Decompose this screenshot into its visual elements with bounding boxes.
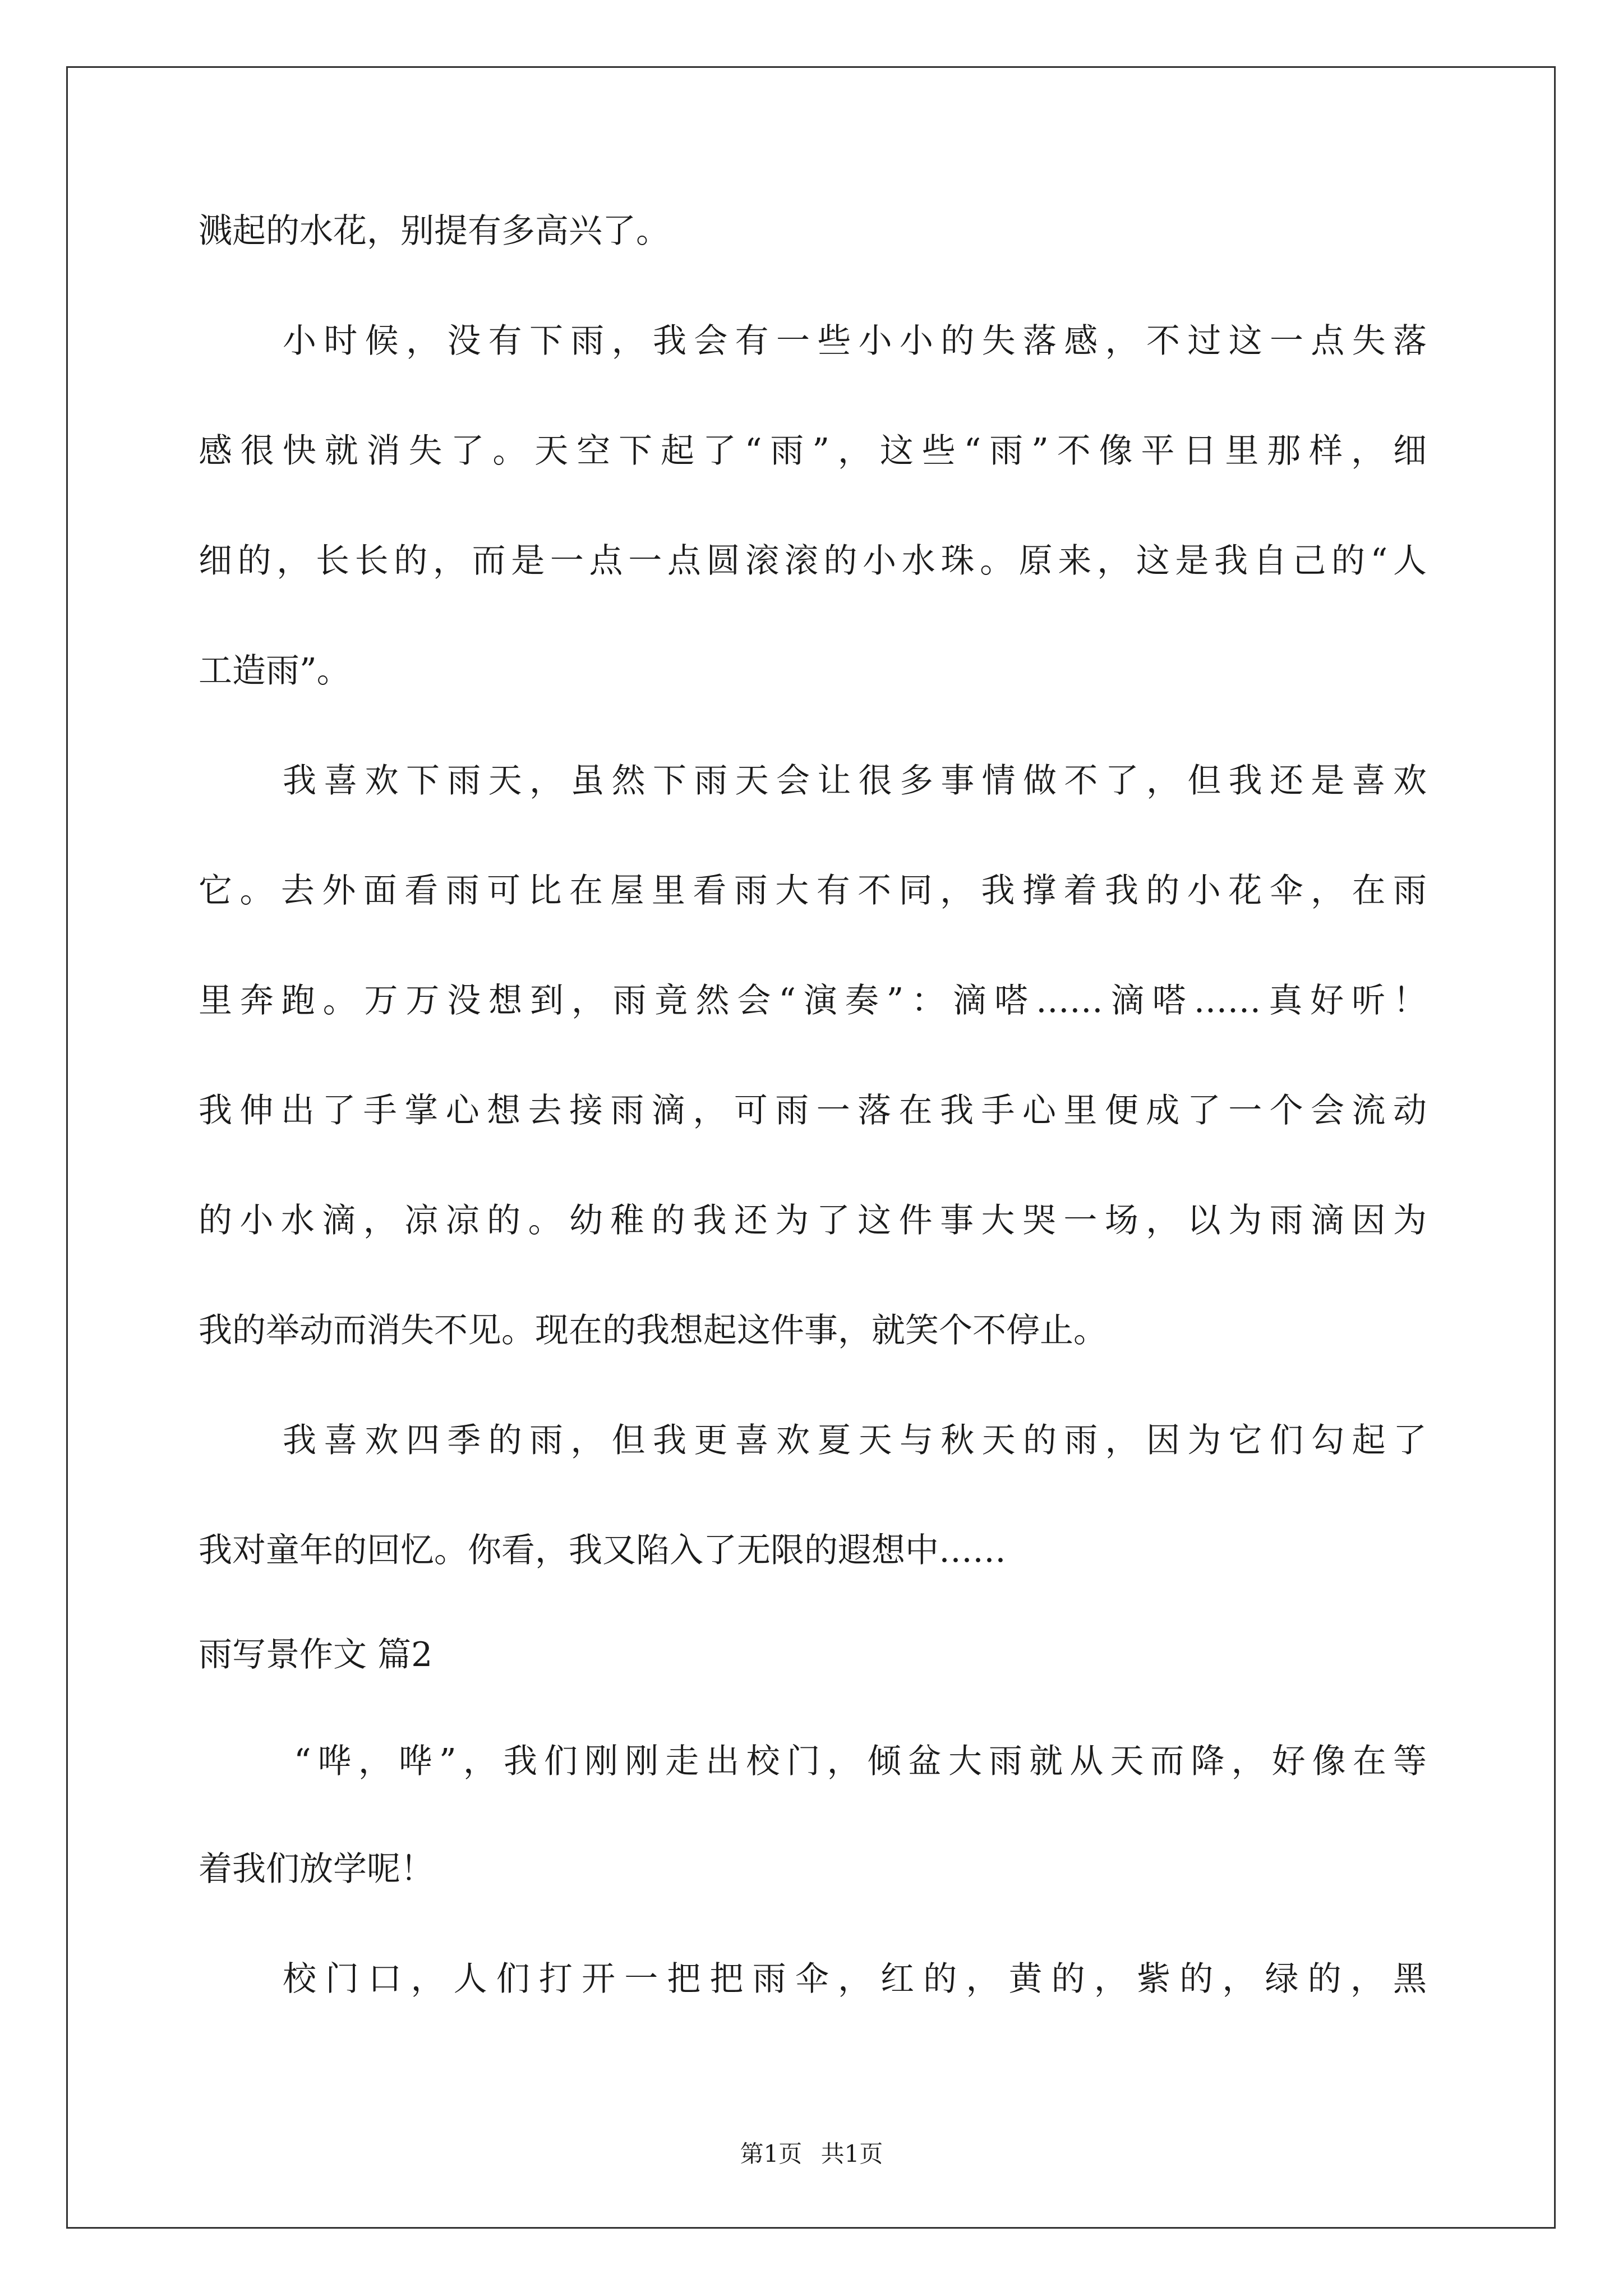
page-footer — [0, 2138, 1623, 2170]
text-line: 它。去外面看雨可比在屋里看雨大有不同，我撑着我的小花伞，在雨 — [199, 871, 1427, 910]
section-heading: 雨写景作文 篇2 — [199, 1635, 433, 1674]
paragraph-start-line: 我喜欢四季的雨，但我更喜欢夏天与秋天的雨，因为它们勾起了 — [283, 1421, 1427, 1460]
page-border — [66, 66, 1556, 2229]
text-line: 着我们放学呢！ — [199, 1849, 434, 1889]
text-line: 感很快就消失了。天空下起了“雨”，这些“雨”不像平日里那样，细 — [199, 431, 1427, 471]
text-line: 工造雨”。 — [199, 651, 351, 691]
paragraph-start-line: 校门口，人们打开一把把雨伞，红的，黄的，紫的，绿的，黑 — [283, 1959, 1427, 1999]
text-line: 里奔跑。万万没想到，雨竟然会“演奏”：滴嗒……滴嗒……真好听！ — [199, 981, 1427, 1020]
text-line: 我的举动而消失不见。现在的我想起这件事，就笑个不停止。 — [199, 1311, 1107, 1350]
text-line: 我对童年的回忆。你看，我又陷入了无限的遐想中…… — [199, 1531, 1006, 1570]
page-number: 第1页 — [740, 2140, 803, 2168]
text-line: 我伸出了手掌心想去接雨滴，可雨一落在我手心里便成了一个会流动 — [199, 1091, 1427, 1130]
paragraph-start-line: 我喜欢下雨天，虽然下雨天会让很多事情做不了，但我还是喜欢 — [283, 761, 1427, 800]
paragraph-start-line: 小时候，没有下雨，我会有一些小小的失落感，不过这一点失落 — [283, 321, 1427, 361]
text-line-1: 溅起的水花，别提有多高兴了。 — [199, 211, 670, 251]
paragraph-start-line: “哗，哗”，我们刚刚走出校门，倾盆大雨就从天而降，好像在等 — [294, 1742, 1427, 1781]
page-total: 共1页 — [820, 2140, 883, 2168]
text-line: 细的，长长的，而是一点一点圆滚滚的小水珠。原来，这是我自己的“人 — [199, 541, 1427, 581]
text-line: 的小水滴，凉凉的。幼稚的我还为了这件事大哭一场，以为雨滴因为 — [199, 1201, 1427, 1240]
